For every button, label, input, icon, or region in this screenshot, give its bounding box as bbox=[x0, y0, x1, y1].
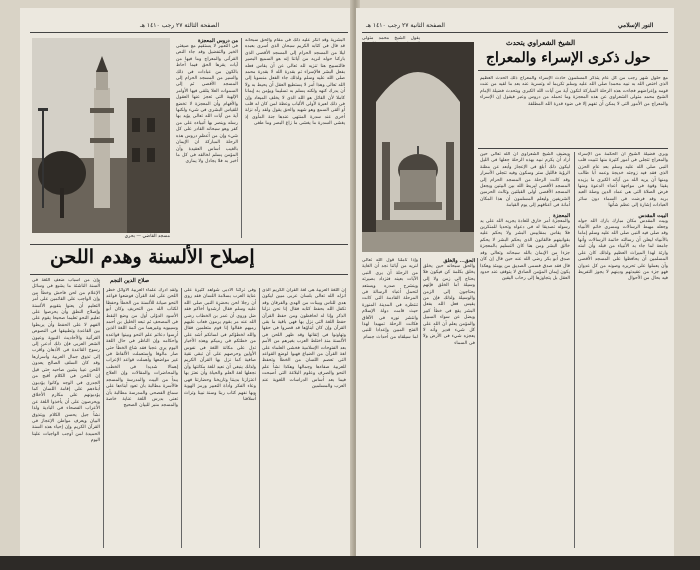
right-page bbox=[356, 8, 674, 556]
article-kicker: الشيخ الشعراوي يتحدث bbox=[506, 38, 576, 47]
column-head: من دروس المعجزة bbox=[198, 38, 238, 44]
article-column-lower-2 bbox=[106, 288, 178, 548]
article-body: ويضيف الشيخ الشعراوى أن الله تعالى حين أراد أن يكرم نبيه بهذه الرحلة جعلها فى الليل ليكون ذلك أبلغ فى الإعجاز وأبعد عن مظنة الرؤية فالليل ستر وسكون وفيه تتجلى الأسرار وقد كانت الرحلة من المسجد الحرام إلى المسجد الأقصى ليربط الله بين البيتين ويجعل المسجد الأقصى أولى القبلتين وثالث الحرمين الشريفين وليعلم المسلمون أن هذا المكان أمانة فى أعناقهم إلى يوم القيامة bbox=[480, 152, 570, 209]
article-column-lower-4 bbox=[262, 288, 346, 548]
article-column-upper-1 bbox=[176, 38, 238, 238]
article-column-r3 bbox=[578, 152, 668, 548]
article-body: ويرى فضيلة الشيخ أن الحكمة من الإسراء والمعراج تتجلى فى أمور كثيرة منها تثبيت قلب النبى صلى الله عليه وسلم بعد عام الحزن الذى فقد فيه زوجته خديجة وعمه أبا طالب ومنها أن يريه الله من آياته الكبرى ما يزيده يقينا وقوة فى مواجهة أعداء الدعوة ومنها فرض الصلاة التى هى عماد الدين وصلة العبد بربه وقد فرضت فى السماء دون سائر العبادات إشارة إلى عظم شأنها bbox=[578, 152, 668, 209]
article-body: وبيت المقدس مكان مبارك بارك الله حوله وجعله مهبط الرسالات ومسرى خاتم الأنبياء وقد صلى فيه النبى صلى الله عليه وسلم إماما بالأنبياء ليعلن أن رسالته خاتمة الرسالات وأنها جامعة لما جاء به الأنبياء من قبله وأن أمته وارثة لهذا الميراث العظيم ولذلك كان على المسلمين أن يحافظوا على المسجد الأقصى وأن يعملوا على تحريره وصونه من كل عدوان فهو جزء من عقيدتهم ودينهم لا يجوز التفريط فيه بحال من الأحوال bbox=[578, 218, 668, 282]
article-body: والحق سبحانه حين يخلق يخلق بكلمة كن فيكون فلا يحتاج إلى زمن ولا إلى وسيلة أما الخلق فإنهم يحتاجون إلى الزمن والوسيلة ولذلك فإن من يقيس فعل الله بفعل البشر يقع فى خطأ كبير ويضل عن سواء السبيل والمؤمن يعلم أن الله على كل شيء قدير وأنه لا يعجزه شيء فى الأرض ولا فى السماء bbox=[423, 264, 475, 346]
minaret-photo bbox=[32, 38, 170, 233]
article-body: والمعجزة أمر خارق للعادة يجريه الله على يد رسوله تصديقا له فى دعواه وتحديا للمنكرين فلا يقاس بمقاييس البشر ولا يحكم عليه بقوانينهم فالقانون الذى يحكم البشر لا يحكم خالق البشر ومن هنا كان التسليم بالمعجزة جزءا من الإيمان بالله سبحانه وتعالى وقد صدق أبو بكر رضى الله عنه حين قال إن كان قال فقد صدق فسمى الصديق من يومئذ وهكذا يكون إيمان المؤمن الصادق لا يتوقف عند حدود العقل بل يتجاوزها إلى رحاب اليقين bbox=[480, 218, 570, 282]
article-column-lower-1 bbox=[32, 278, 100, 548]
left-page-folio: الصفحة الثالثة ۲۷ رجب ۱٤۱۰ هـ bbox=[140, 22, 220, 29]
minaret-illustration bbox=[32, 38, 170, 233]
bottom-dark-strip bbox=[0, 556, 700, 570]
photo-caption: مسجد القاضي — بحري bbox=[124, 234, 170, 239]
dome-of-the-rock-photo bbox=[362, 42, 474, 252]
article-column-r4 bbox=[362, 258, 418, 548]
article-body: وفى تراثنا الأدبى شواهد كثيرة على عناية العرب بسلامة اللسان فقد روى أن رجلا لحن بحضرة النبى صلى الله عليه وسلم فقال أرشدوا أخاكم فقد ضل وروى أن عمر بن الخطاب رضى الله عنه مر بقوم يرمون فعاب عليهم رميهم فقالوا إنا قوم متعلمين فقال والله لخطؤكم فى لسانكم أشد على من خطئكم فى رميكم وهذه الأخبار تدل على مكانة اللغة فى نفوس الأولين وحرصهم على أن تبقى نقية صافية كما نزل بها القرآن الكريم ولذلك ينبغى أن نعيد للغة مكانتها وأن نجعلها لغة العلم والحياة وأن نعتز بها اعتزازنا بديننا وتاريخنا وحضارتنا فهى وعاء الفكر وأداة التعبير ورمز الهوية وبها نفهم كتاب ربنا وسنة نبينا وتراث أسلافنا bbox=[184, 288, 256, 402]
byline: صلاح الدين النجم bbox=[110, 278, 150, 284]
subheading: الحق... والخلق bbox=[443, 258, 475, 264]
section-name: النور الإسلامي bbox=[618, 22, 654, 29]
article-column-lower-3 bbox=[184, 288, 256, 548]
article-body: يقول الشيخ محمد متولى bbox=[362, 36, 420, 41]
header-rule bbox=[30, 32, 348, 33]
dome-illustration bbox=[362, 42, 474, 252]
article-body: فى التعبير لا يستقيم مع صيغتى الخير والتفضيل وقد جاء النص القرآنى والمعراج وما فيها من آيات يقرها الحق فيما أحاط بالكون من عبادات فى ذلك والسير من المسجد الحرام إلى المسجد الأقصى ثم إلى السموات العلا يتلقى فيها الأوامر الإلهية التى تعجز عنها العقول والأفهام وأن المعجزة لا تخضع للقياس البشرى فى شيء ولكنها آية من آيات الله تعالى يؤيد بها رسله وينصر بها أنبياءه على من كفر وهو سبحانه القادر على كل شيء وإن من أعظم دروس هذه الرحلة المباركة أن الإيمان بالغيب أساس العقيدة وأن المؤمن يسلم لخالقه فى كل ما أخبر به فلا يجادل ولا يمارى bbox=[176, 44, 238, 165]
subheading: المعجزة bbox=[553, 212, 570, 219]
article-column-upper-2 bbox=[245, 38, 345, 238]
article-lead bbox=[480, 76, 668, 146]
article-column-r2 bbox=[480, 152, 570, 548]
article-body: البشرية وقد أنكر عليه ذلك فى مقام والحق سبحانه قد قال فى كتابه الكريم سبحان الذى أسرى بعبده ليلا من المسجد الحرام إلى المسجد الأقصى الذى باركنا حوله لنريه من آياتنا إنه هو السميع البصير فالتسبيح هنا تنزيه لله تعالى عن أن يقاس فعله بفعل البشر فالإسراء تم بقدرة الله لا بقدرة محمد صلى الله عليه وسلم ولذلك جاء الفعل منسوبا إلى الله تعالى وهذا أمر لا يستطيع العقل أن يحيط به ولا أن يدرك كنهه ولكنه يسلم به تسليما ويؤمن به إيمانا كاملا لأن القائل هو الله الذى لا يخلف الميعاد وإن فى ذلك لعبرة لأولى الألباب وعظة لمن كان له قلب أو ألقى السمع وهو شهيد والحق يقول ولقد رآه نزلة أخرى عند سدرة المنتهى عندها جنة المأوى إذ يغشى السدرة ما يغشى ما زاغ البصر وما طغى bbox=[245, 38, 345, 127]
left-page bbox=[20, 8, 354, 556]
right-page-headline: حول ذكرى الإسراء والمعراج bbox=[486, 50, 651, 66]
article-body: وإن من أسباب ضعف اللغة فى ألسنة الناشئة ما يشيع فى وسائل الإعلام من لحن فاحش وخطأ بين وإن الواجب على القائمين على أمر التعليم أن يعنوا بتقويم الألسنة وإصلاح النطق وأن يحرصوا على تعليم النحو تعليما صحيحا يقوم على الفهم لا على الحفظ وأن يربطوا بين القاعدة وتطبيقها فى النصوص القرآنية والأحاديث النبوية وعيون الشعر العربى فإن ذلك أدعى إلى رسوخ القاعدة فى الأذهان وأقرب إلى تذوق جمال العربية وأسرارها وقد كان السلف الصالح يعدون اللحن عيبا يشين صاحبه حتى قيل إن اللحن فى الكلام أقبح من الجدرى فى الوجه وكانوا يؤدبون أبناءهم على إقامة اللسان كما يؤدبونهم على مكارم الأخلاق ويحرصون على أن يأخذوا اللغة عن الأعراب الفصحاء فى البادية ولذا نشأ جيل يحسن الكلام ويتذوق البيان ويعرف مواطن الإعجاز فى القرآن الكريم وإن إحياء هذه السنة الحميدة لمن أوجب الواجبات علينا اليوم bbox=[32, 278, 100, 444]
article-body: وإذا تأملنا قول الله تعالى لنريه من آياتنا نجد أن الغاية من الرحلة أن يرى النبى الآيات بعينه فتزداد بصيرته وينشرح صدره ويستعد لتحمل أعباء الرسالة فى المرحلة القادمة التى كانت تنتظره فى المدينة المنورة حيث قامت دولة الإسلام وانتشر نوره فى الآفاق فكانت الرحلة تمهيدا لهذا الفتح المبين وإعدادا للنبى لما سيلقاه من أحداث جسام bbox=[362, 258, 418, 340]
article-body: ولقد أدرك علماء العربية الأوائل خطر اللحن على لغة القرآن فوضعوا قواعد النحو صيانة للألسنة من الخطأ وحفظا لكتاب الله من التحريف وكان أبو الأسود الدؤلى أول من وضع النقط فى المصحف ثم تبعه الخليل بن أحمد وسيبويه وغيرهما من أئمة اللغة الذين أرسوا دعائم علم النحو وبينوا قواعده وأحكامه وإن الناظر فى حال اللغة اليوم يرى عجبا فقد شاع الخطأ حتى صار مألوفا واستعملت الألفاظ فى غير مواضعها وأهملت قواعد الإعراب إهمالا شديدا فى الخطب والمحاضرات والمقالات وإن العلاج يبدأ من البيت والمدرسة والمسجد فالأسرة مطالبة بأن تعود أبناءها على سماع الفصحى والمدرسة مطالبة بأن تعنى بدرس اللغة عناية خاصة والمسجد منبر للبيان الصحيح bbox=[106, 288, 178, 409]
article-body: إن اللغة العربية هى لغة القرآن الكريم الذى أنزله الله تعالى بلسان عربى مبين ليكون هدى للناس وبينات من الهدى والفرقان وقد تكفل الله بحفظ كتابه فقال إنا نحن نزلنا الذكر وإنا له لحافظون ومن حفظ القرآن حفظ اللغة التى نزل بها فهى باقية ما بقى القرآن وإن كان أبناؤها قد قصروا فى حقها وتهاونوا فى إتقانها وقد ظهر اللحن فى الألسنة منذ اختلط العرب بغيرهم من الأمم بعد الفتوحات الإسلامية فخشى العلماء على لغة القرآن من الضياع فهبوا لوضع القواعد التى تعصم اللسان من الخطأ وتحفظ للعربية صفاءها وجمالها وهكذا نشأ علم النحو والصرف وعلوم البلاغة التى أصبحت فيما بعد أساس الدراسات اللغوية عند العرب والمسلمين bbox=[262, 288, 346, 390]
article-body: مع حلول شهر رجب من كل عام يتذكر المسلمون حادث الإسراء والمعراج ذلك الحدث العظيم الذى اختص الله به نبيه محمدا صلى الله عليه وسلم تكريما له وتسرية عنه بعد ما لقيه من عنت قومه وإعراضهم فجاءت هذه الرحلة المباركة لتكون آية من آيات الله الكبرى ويتحدث فضيلة الإمام الشيخ محمد متولى الشعراوى عن هذه المعجزة وما تحمله من دروس وعبر فيقول إن الإسراء والمعراج من الأمور التى لا يمكن أن تفهم إلا فى ضوء قدرة الله المطلقة bbox=[480, 76, 668, 107]
article-column-r5 bbox=[423, 258, 475, 548]
left-page-headline: إصلاح الألسنة وهدم اللحن bbox=[50, 246, 255, 268]
subheading: البيت المقدس bbox=[638, 212, 668, 219]
right-page-folio: الصفحة الثانية ۲۷ رجب ۱٤۱۰ هـ bbox=[366, 22, 445, 29]
